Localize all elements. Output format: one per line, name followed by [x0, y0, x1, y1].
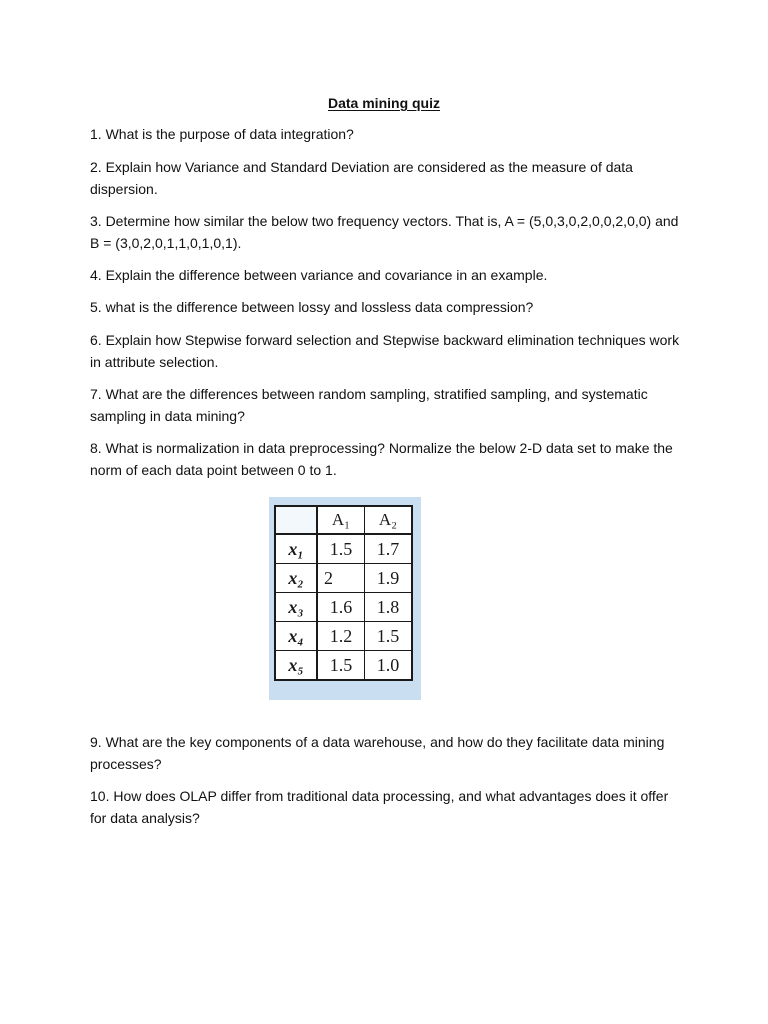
table-cell: 1.6 — [317, 593, 365, 622]
row-label: x₁ — [275, 534, 317, 564]
table-cell: 1.2 — [317, 622, 365, 651]
page-title: Data mining quiz — [328, 95, 440, 111]
table-cell: 1.8 — [365, 593, 413, 622]
question-2: 2. Explain how Variance and Standard Deviation are considered as the measure of data dispersion. — [90, 159, 633, 197]
table-header-cell: A₂ — [365, 506, 413, 534]
question-7: 7. What are the differences between random sampling, stratified sampling, and systematic sampling in data mining? — [90, 386, 648, 424]
question-8: 8. What is normalization in data preprocessing? Normalize the below 2-D data set to make the norm of each data point between 0 to 1. — [90, 440, 673, 478]
question-4: 4. Explain the difference between variance and covariance in an example. — [90, 267, 548, 283]
table-row — [275, 534, 412, 564]
row-label: x₅ — [275, 651, 317, 681]
table-row — [275, 593, 412, 622]
table-row — [275, 622, 412, 651]
table-cell: 1.9 — [365, 564, 413, 593]
question-6: 6. Explain how Stepwise forward selection and Stepwise backward elimination techniques work in attribute selection. — [90, 332, 680, 370]
table-row — [275, 564, 412, 593]
table-cell: 1.7 — [365, 534, 413, 564]
table-cell: 1.5 — [365, 622, 413, 651]
row-label: x₂ — [275, 564, 317, 593]
data-table — [274, 505, 413, 681]
data-table-image — [269, 497, 421, 700]
question-5: 5. what is the difference between lossy and lossless data compression? — [90, 299, 534, 315]
question-9: 9. What are the key components of a data warehouse, and how do they facilitate data mining processes? — [90, 734, 665, 772]
table-cell: 1.0 — [365, 651, 413, 681]
table-row — [275, 651, 412, 681]
row-label: x₄ — [275, 622, 317, 651]
table-header-cell: A₁ — [317, 506, 365, 534]
table-header-cell — [275, 506, 317, 534]
table-header-row — [275, 506, 412, 534]
question-10: 10. How does OLAP differ from traditional data processing, and what advantages does it offer for data analysis? — [90, 788, 669, 826]
table-cell: 1.5 — [317, 534, 365, 564]
table-cell: 2 — [317, 564, 365, 593]
row-label: x₃ — [275, 593, 317, 622]
question-3: 3. Determine how similar the below two frequency vectors. That is, A = (5,0,3,0,2,0,0,2,0,0) and B = (3,0,2,0,1,1,0,1,0,1). — [90, 213, 679, 251]
table-cell: 1.5 — [317, 651, 365, 681]
question-1: 1. What is the purpose of data integration? — [90, 126, 354, 142]
